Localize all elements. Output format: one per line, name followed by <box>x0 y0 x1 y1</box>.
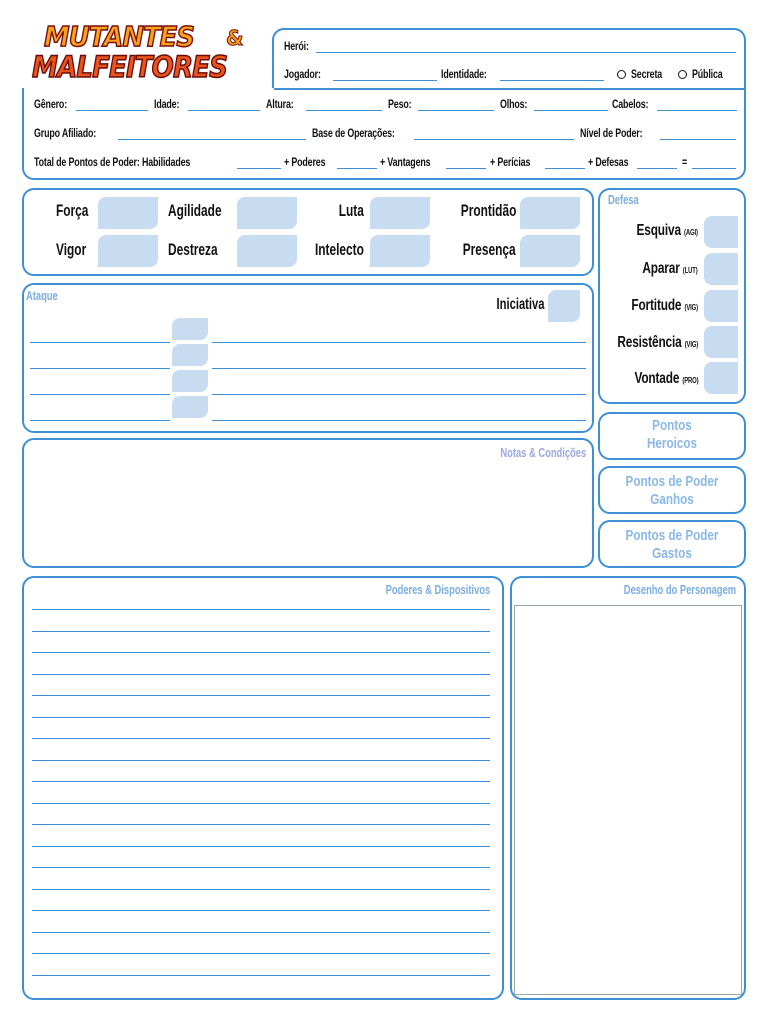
pontos-heroicos-line1: Pontos <box>652 417 692 434</box>
forca-label: Força <box>56 201 89 220</box>
logo <box>30 22 270 86</box>
vontade-input[interactable] <box>704 362 738 394</box>
power-line[interactable] <box>32 652 490 653</box>
forca-input[interactable] <box>98 197 158 229</box>
cabelos-label: Cabelos: <box>612 97 649 111</box>
pericias-total-label: + Perícias <box>490 155 531 169</box>
resistencia-label: Resistência (VIG) <box>617 334 698 351</box>
habilidades-field[interactable] <box>237 168 281 169</box>
attack-bonus-2[interactable] <box>172 344 208 366</box>
secreta-radio[interactable] <box>617 70 626 79</box>
power-line[interactable] <box>32 609 490 610</box>
pontos-ganhos-line2: Ganhos <box>650 491 694 508</box>
pontos-gastos-box[interactable] <box>598 520 746 568</box>
equals-label: = <box>682 155 688 169</box>
notes-title: Notas & Condições <box>500 445 586 460</box>
total-label: Total de Pontos de Poder: Habilidades <box>34 155 191 169</box>
pontos-gastos-line2: Gastos <box>652 545 692 562</box>
genero-label: Gênero: <box>34 97 68 111</box>
attack-bonus-3[interactable] <box>172 370 208 392</box>
base-label: Base de Operações: <box>312 126 395 140</box>
info-panel-top-cover <box>22 88 274 91</box>
attack-line-1-left[interactable] <box>30 342 170 343</box>
pericias-field[interactable] <box>545 168 585 169</box>
grupo-label: Grupo Afiliado: <box>34 126 97 140</box>
jogador-field[interactable] <box>333 80 437 81</box>
poderes-field[interactable] <box>337 168 377 169</box>
pontos-ganhos-box[interactable] <box>598 466 746 514</box>
attack-line-2-left[interactable] <box>30 368 170 369</box>
idade-label: Idade: <box>154 97 180 111</box>
peso-label: Peso: <box>388 97 412 111</box>
identidade-field[interactable] <box>500 80 604 81</box>
power-line[interactable] <box>32 953 490 954</box>
attack-line-3-right[interactable] <box>212 394 586 395</box>
attack-line-3-left[interactable] <box>30 394 170 395</box>
power-line[interactable] <box>32 631 490 632</box>
cabelos-field[interactable] <box>657 110 737 111</box>
heroi-label: Herói: <box>284 39 309 53</box>
logo-line1: MUTANTES <box>44 20 194 53</box>
prontidao-label: Prontidão <box>460 201 516 220</box>
defesas-total-label: + Defesas <box>588 155 629 169</box>
fortitude-label: Fortitude (VIG) <box>631 297 698 314</box>
genero-field[interactable] <box>76 110 148 111</box>
defesas-field[interactable] <box>637 168 677 169</box>
esquiva-label: Esquiva (AGI) <box>636 222 698 239</box>
vantagens-field[interactable] <box>446 168 486 169</box>
vigor-input[interactable] <box>98 235 158 267</box>
grupo-field[interactable] <box>118 139 306 140</box>
power-line[interactable] <box>32 824 490 825</box>
publica-radio[interactable] <box>678 70 687 79</box>
luta-input[interactable] <box>370 197 430 229</box>
aparar-input[interactable] <box>704 253 738 285</box>
nivel-label: Nível de Poder: <box>580 126 643 140</box>
attack-title: Ataque <box>26 288 58 303</box>
secreta-label: Secreta <box>631 67 663 81</box>
agilidade-label: Agilidade <box>168 201 222 220</box>
power-line[interactable] <box>32 695 490 696</box>
destreza-input[interactable] <box>237 235 297 267</box>
power-line[interactable] <box>32 760 490 761</box>
power-line[interactable] <box>32 738 490 739</box>
power-line[interactable] <box>32 867 490 868</box>
power-line[interactable] <box>32 975 490 976</box>
logo-line2: MALFEITORES <box>32 50 227 84</box>
power-line[interactable] <box>32 717 490 718</box>
identidade-label: Identidade: <box>441 67 487 81</box>
logo-amp: & <box>226 26 244 50</box>
power-line[interactable] <box>32 889 490 890</box>
attack-line-1-right[interactable] <box>212 342 586 343</box>
power-line[interactable] <box>32 932 490 933</box>
pontos-gastos-line1: Pontos de Poder <box>625 527 719 544</box>
defense-title: Defesa <box>608 192 639 207</box>
attack-bonus-4[interactable] <box>172 396 208 418</box>
power-line[interactable] <box>32 674 490 675</box>
resistencia-input[interactable] <box>704 326 738 358</box>
intelecto-input[interactable] <box>370 235 430 267</box>
vontade-label: Vontade (PRO) <box>634 370 698 387</box>
attack-line-4-left[interactable] <box>30 420 170 421</box>
altura-label: Altura: <box>266 97 294 111</box>
poderes-total-label: + Poderes <box>284 155 326 169</box>
olhos-label: Olhos: <box>500 97 528 111</box>
attack-line-2-right[interactable] <box>212 368 586 369</box>
drawing-area[interactable] <box>514 605 742 995</box>
luta-label: Luta <box>338 201 364 220</box>
intelecto-label: Intelecto <box>315 240 364 259</box>
fortitude-input[interactable] <box>704 290 738 322</box>
iniciativa-label: Iniciativa <box>496 296 544 313</box>
base-field[interactable] <box>414 139 574 140</box>
hero-panel <box>272 28 746 92</box>
vigor-label: Vigor <box>56 240 87 259</box>
idade-field[interactable] <box>188 110 260 111</box>
power-line[interactable] <box>32 803 490 804</box>
esquiva-input[interactable] <box>704 216 738 248</box>
pontos-heroicos-box[interactable] <box>598 412 746 460</box>
power-line[interactable] <box>32 910 490 911</box>
peso-field[interactable] <box>418 110 494 111</box>
jogador-label: Jogador: <box>284 67 321 81</box>
agilidade-input[interactable] <box>237 197 297 229</box>
presenca-input[interactable] <box>520 235 580 267</box>
vantagens-total-label: + Vantagens <box>380 155 431 169</box>
nivel-field[interactable] <box>660 139 736 140</box>
destreza-label: Destreza <box>168 240 218 259</box>
aparar-label: Aparar (LUT) <box>642 260 698 277</box>
attack-line-4-right[interactable] <box>212 420 586 421</box>
altura-field[interactable] <box>306 110 382 111</box>
pontos-ganhos-line1: Pontos de Poder <box>625 473 719 490</box>
drawing-title: Desenho do Personagem <box>623 582 736 597</box>
heroi-field[interactable] <box>316 52 736 53</box>
power-line[interactable] <box>32 781 490 782</box>
pontos-heroicos-line2: Heroicos <box>646 435 698 452</box>
prontidao-input[interactable] <box>520 197 580 229</box>
powers-panel <box>22 576 504 1000</box>
publica-label: Pública <box>692 67 723 81</box>
power-line[interactable] <box>32 846 490 847</box>
powers-title: Poderes & Dispositivos <box>385 582 490 597</box>
total-field[interactable] <box>692 168 736 169</box>
iniciativa-input[interactable] <box>548 290 580 322</box>
olhos-field[interactable] <box>534 110 608 111</box>
attack-bonus-1[interactable] <box>172 318 208 340</box>
presenca-label: Presença <box>463 240 516 259</box>
